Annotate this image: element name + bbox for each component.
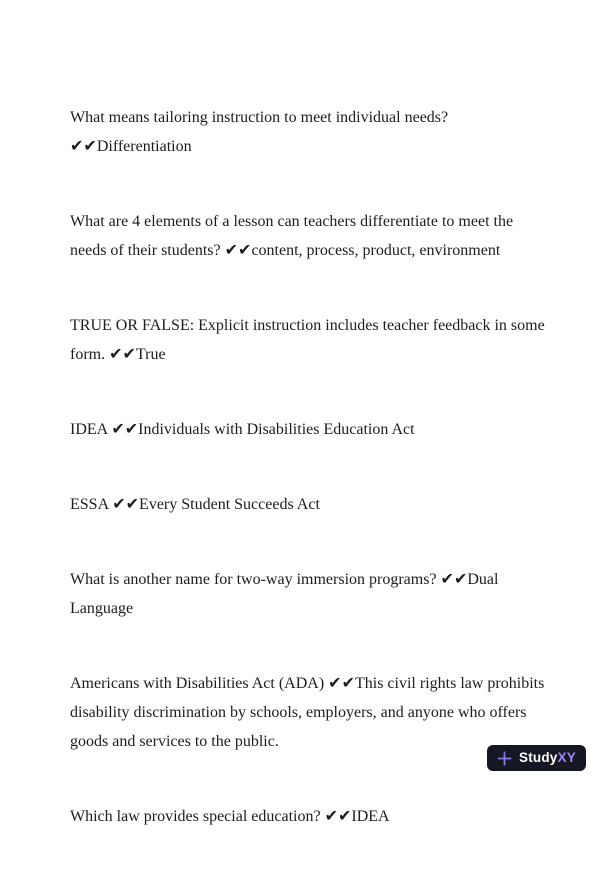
qa-paragraph: What is another name for two-way immersion programs? ✔✔Dual Language: [70, 571, 499, 617]
qa-paragraph: ESSA ✔✔Every Student Succeeds Act: [70, 496, 320, 513]
qa-content: [70, 103, 546, 877]
qa-paragraph: Which law provides special education? ✔✔IDEA: [70, 808, 390, 825]
plus-icon: [497, 751, 512, 766]
qa-paragraph: What are 4 elements of a lesson can teachers differentiate to meet the needs of their students? ✔✔content, process, product, environment: [70, 213, 514, 259]
brand-name-primary: Study: [519, 750, 558, 766]
studyxy-logo-badge: [487, 745, 586, 771]
brand-name: [519, 751, 576, 765]
qa-paragraph: What means tailoring instruction to meet individual needs? ✔✔Differentiation: [70, 109, 449, 155]
qa-paragraph: IDEA ✔✔Individuals with Disabilities Education Act: [70, 421, 415, 438]
qa-paragraph: TRUE OR FALSE: Explicit instruction includes teacher feedback in some form. ✔✔True: [70, 317, 545, 363]
brand-name-accent: XY: [557, 750, 576, 766]
qa-paragraph: Americans with Disabilities Act (ADA) ✔✔This civil rights law prohibits disability discrimination by schools, employers, and anyone who offers goods and services to the public.: [70, 675, 545, 750]
